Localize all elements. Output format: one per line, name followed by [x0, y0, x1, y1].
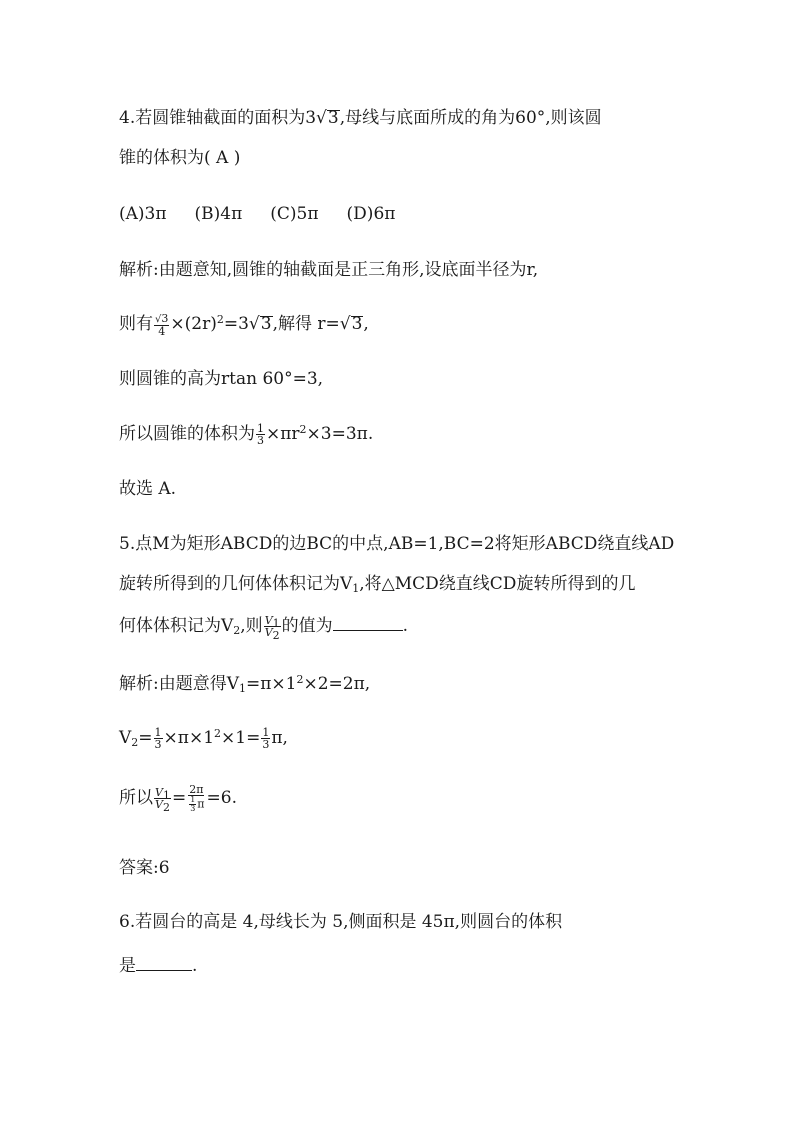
fraction-one-third: $\frac{1}{3}$: [257, 422, 264, 447]
q4-stem-line2: 锥的体积为( A ): [119, 148, 241, 168]
fraction-sqrt3-over-4: $\frac{√3}{4}$: [155, 311, 169, 338]
q5-solution-line1: 解析:由题意得$V_1=\pi\times 1^2\times 2=2\pi$,: [119, 673, 371, 695]
fraction-one-third: $\frac{1}{3}$: [154, 726, 162, 751]
q4-options: [119, 202, 423, 226]
q6-stem-line1: 6.若圆台的高是 4,母线长为 5,侧面积是 45π,则圆台的体积: [119, 912, 563, 932]
q4-solution-line5: 故选 A.: [119, 479, 177, 499]
q4-solution-line2: 则有 $\frac{√3}{4}$ $\times(2r)^2=3√3$,解得 r=√3,: [119, 311, 369, 338]
q4-solution-line4: 所以圆锥的体积为 $\frac{1}{3}$ $\times\pi r^2\times 3=3\pi$.: [119, 422, 374, 447]
fraction-2pi-over-third-pi: 2π $\frac{1}{3}$ π: [189, 783, 205, 813]
sqrt-3: √3: [316, 108, 339, 128]
q5-solution-line3: 所以 $\frac{V_1}{V_2}$ = 2π $\frac{1}{3}$ π =6.: [119, 783, 237, 814]
q5-answer: 答案:6: [119, 858, 170, 878]
option-d: (D)6π: [346, 204, 396, 224]
q4-stem-line1: 4.若圆锥轴截面的面积为3√3,母线与底面所成的角为60°,则该圆: [119, 108, 602, 128]
fraction-v1-over-v2: $\frac{V_1}{V_2}$: [155, 786, 170, 814]
q6-stem-line2: 是 .: [119, 956, 198, 976]
option-b: (B)4π: [194, 204, 243, 224]
q5-stem-line3: 何体体积记为$V_2$,则 $\frac{V_1}{V_2}$ 的值为 .: [119, 614, 409, 642]
answer-blank[interactable]: [333, 616, 403, 631]
q5-stem-line2: 旋转所得到的几何体体积记为$V_1$,将△MCD绕直线CD旋转所得到的几: [119, 574, 636, 595]
fraction-one-third: $\frac{1}{3}$: [262, 726, 270, 751]
q5-stem-line1: 5.点M为矩形ABCD的边BC的中点,AB=1,BC=2将矩形ABCD绕直线AD: [119, 534, 675, 554]
q4-solution-line3: 则圆锥的高为rtan 60°=3,: [119, 369, 324, 389]
q5-solution-line2: $V_2=$ $\frac{1}{3}$ $\times\pi\times 1^2\times 1=$ $\frac{1}{3}$ π,: [119, 726, 288, 751]
option-c: (C)5π: [270, 204, 319, 224]
q4-solution-line1: 解析:由题意知,圆锥的轴截面是正三角形,设底面半径为r,: [119, 260, 539, 280]
answer-blank[interactable]: [136, 956, 192, 971]
fraction-v1-over-v2: $\frac{V_1}{V_2}$: [264, 614, 280, 642]
option-a: (A)3π: [119, 204, 167, 224]
